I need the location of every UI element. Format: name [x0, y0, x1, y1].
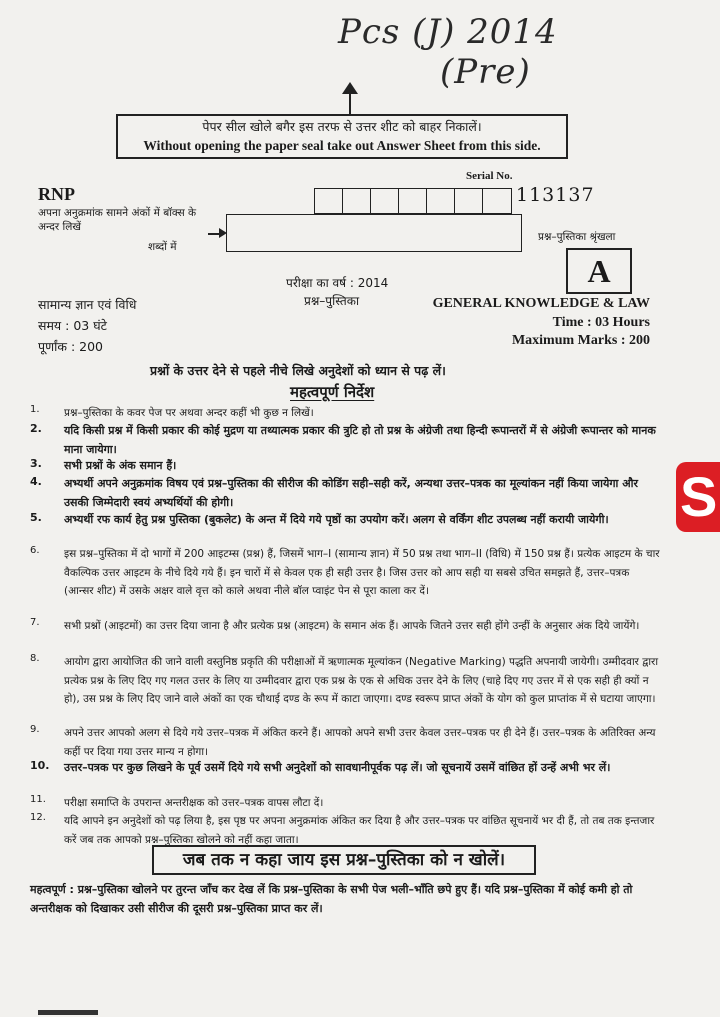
roll-digit-box[interactable] — [399, 189, 427, 213]
instruction-text: अभ्यर्थी अपने अनुक्रमांक विषय एवं प्रश्न–पुस्तिका की सीरीज की कोडिंग सही–सही करें, अन्यथा उत्तर–पत्रक का मूल्यांकन नहीं किया जायेगा और उसकी जिम्मेदारी स्वयं अभ्यर्थियों की होगी। — [64, 477, 638, 509]
instruction-text: अपने उत्तर आपको अलग से दिये गये उत्तर–पत्रक में अंकित करने हैं। आपको अपने सभी उत्तर केवल उत्तर–पत्रक पर ही देने हैं। उत्तर–पत्रक के अतिरिक्त अन्य कहीं पर दिया गया उत्तर मान्य न होगा। — [64, 727, 656, 758]
booklet-label: प्रश्न–पुस्तिका — [304, 294, 360, 308]
handwritten-note-line2: (Pre) — [440, 52, 531, 92]
instruction-number: 5. — [30, 511, 42, 524]
instruction-text: अभ्यर्थी रफ कार्य हेतु प्रश्न पुस्तिका (बुकलेट) के अन्त में दिये गये पृष्ठों का उपयोग करें। अलग से वर्किंग शीट उपलब्ध नहीं करायी जायेगी। — [64, 513, 609, 526]
instruction-number: 10. — [30, 759, 50, 772]
roll-digit-box[interactable] — [427, 189, 455, 213]
instruction-number: 6. — [30, 545, 40, 556]
instruction-number: 1. — [30, 404, 40, 415]
handwritten-note-line1: Pcs (J) 2014 — [338, 12, 558, 52]
exam-year: परीक्षा का वर्ष : 2014 — [286, 276, 389, 290]
instruction-item — [30, 794, 660, 813]
instruction-text: सभी प्रश्नों के अंक समान हैं। — [64, 459, 177, 472]
instruction-item — [30, 457, 660, 476]
instruction-item — [30, 812, 660, 849]
serial-label: Serial No. — [466, 170, 513, 182]
intro-text: प्रश्नों के उत्तर देने से पहले नीचे लिखे अनुदेशों को ध्यान से पढ़ लें। — [150, 363, 446, 378]
instruction-number: 7. — [30, 617, 40, 628]
instruction-number: 12. — [30, 812, 46, 823]
roll-digit-box[interactable] — [315, 189, 343, 213]
roll-in-words-box[interactable] — [226, 214, 522, 252]
instruction-item — [30, 475, 660, 512]
instruction-number: 2. — [30, 422, 42, 435]
up-arrow-line — [349, 92, 351, 114]
series-label: प्रश्न–पुस्तिका श्रृंखला — [538, 231, 616, 243]
in-words-label: शब्दों में — [148, 241, 177, 253]
instruction-item — [30, 422, 660, 459]
instruction-text: यदि आपने इन अनुदेशों को पढ़ लिया है, इस पृष्ठ पर अपना अनुक्रमांक अंकित कर दिया है और उत्तर–पत्रक पर वांछित सूचनायें भर दी हैं, तो तब तक इन्तजार करें जब तक आपको प्रश्न–पुस्तिका खोलने को नहीं कहा जाता। — [64, 815, 655, 846]
subject-hindi: सामान्य ज्ञान एवं विधि — [38, 297, 137, 312]
instruction-item — [30, 511, 660, 530]
side-mark: S — [676, 462, 720, 532]
instruction-text: परीक्षा समाप्ति के उपरान्त अन्तरीक्षक को उत्तर–पत्रक वापस लौटा दें। — [64, 797, 324, 809]
seal-notice-english: Without opening the paper seal take out Answer Sheet from this side. — [143, 138, 541, 153]
seal-notice-box — [116, 114, 568, 159]
important-note: महत्वपूर्ण : प्रश्न–पुस्तिका खोलने पर तुरन्त जाँच कर देख लें कि प्रश्न–पुस्तिका के सभी पेज भली–भाँति छपे हुए हैं। यदि प्रश्न–पुस्तिका में कोई कमी हो तो अन्तरीक्षक को दिखाकर उसी सीरीज की दूसरी प्रश्न–पुस्तिका प्राप्त कर लें। — [30, 883, 633, 915]
paper-code: RNP — [38, 184, 75, 204]
time-hindi: समय : 03 घंटे — [38, 318, 107, 333]
marks-english: Maximum Marks : 200 — [511, 333, 650, 348]
instruction-item — [30, 617, 660, 636]
instruction-text: यदि किसी प्रश्न में किसी प्रकार की कोई मुद्रण या तथ्यात्मक प्रकार की त्रुटि हो तो प्रश्न के अंग्रेजी तथा हिन्दी रूपान्तरों में से अंग्रेजी रूपान्तर को मानक माना जायेगा। — [64, 424, 656, 456]
instruction-number: 3. — [30, 457, 42, 470]
instruction-number: 4. — [30, 475, 42, 488]
roll-instruction: अपना अनुक्रमांक सामने अंकों में बॉक्स के अन्दर लिखें — [38, 207, 197, 233]
instruction-text: उत्तर–पत्रक पर कुछ लिखने के पूर्व उसमें दिये गये सभी अनुदेशों को सावधानीपूर्वक पढ़ लें। जो सूचनायें उसमें वांछित हों उन्हें अभी भर लें। — [64, 761, 611, 774]
instruction-item — [30, 724, 660, 761]
serial-number: 113137 — [516, 184, 595, 206]
instruction-text: सभी प्रश्नों (आइटमों) का उत्तर दिया जाना है और प्रत्येक प्रश्न (आइटम) के समान अंक हैं। आपके जितने उत्तर सही होंगे उन्हीं के अनुसार अंक दिये जायेंगे। — [64, 620, 640, 632]
instructions-title: महत्वपूर्ण निर्देश — [290, 383, 375, 401]
roll-digit-box[interactable] — [343, 189, 371, 213]
instruction-number: 9. — [30, 724, 40, 735]
instruction-item — [30, 653, 660, 709]
instruction-text: इस प्रश्न–पुस्तिका में दो भागों में 200 आइटम्स (प्रश्न) हैं, जिसमें भाग–I (सामान्य ज्ञान) में 50 प्रश्न तथा भाग–II (विधि) में 150 प्रश्न हैं। प्रत्येक आइटम के चार वैकल्पिक उत्तर आइटम के नीचे दिये गये हैं। इन चारों में से केवल एक ही सही उत्तर है। जिस उत्तर को आप सही या सबसे उचित समझते हैं, उत्तर–पत्रक (आन्सर शीट) में उसके अक्षर वाले वृत्त को काले अथवा नीले बॉल प्वाइंट पेन से पूरा काला कर दें। — [64, 548, 660, 597]
instruction-number: 11. — [30, 794, 46, 805]
roll-digit-box[interactable] — [371, 189, 399, 213]
instruction-item — [30, 404, 660, 423]
page-edge-mark — [38, 1010, 98, 1015]
instruction-item — [30, 545, 660, 601]
roll-number-grid[interactable] — [314, 188, 512, 214]
instruction-text: आयोग द्वारा आयोजित की जाने वाली वस्तुनिष्ठ प्रकृति की परीक्षाओं में ऋणात्मक मूल्यांकन (Negative Marking) पद्धति अपनायी जायेगी। उम्मीदवार द्वारा प्रत्येक प्रश्न के लिए दिए गए गलत उत्तर के लिए या उम्मीदवार द्वारा एक प्रश्न के एक से अधिक उत्तर देने के लिए (चाहे दिए गए उत्तर में से एक सही ही क्यों न हो), उस प्रश्न के लिए दिए जाने वाले अंकों का एक चौथाई दण्ड के रूप में काटा जाएगा। दण्ड स्वरूप प्राप्त अंकों के योग को कुल प्राप्तांक में से घटाया जाएगा। — [64, 656, 659, 705]
time-english: Time : 03 Hours — [552, 315, 650, 330]
roll-digit-box[interactable] — [455, 189, 483, 213]
subject-english: GENERAL KNOWLEDGE & LAW — [432, 296, 650, 311]
marks-hindi: पूर्णांक : 200 — [38, 339, 103, 354]
instruction-text: प्रश्न–पुस्तिका के कवर पेज पर अथवा अन्दर कहीं भी कुछ न लिखें। — [64, 407, 314, 419]
roll-digit-box[interactable] — [483, 189, 511, 213]
do-not-open-box: जब तक न कहा जाय इस प्रश्न–पुस्तिका को न खोलें। — [152, 845, 536, 875]
instruction-number: 8. — [30, 653, 40, 664]
series-value-box: A — [566, 248, 632, 294]
instruction-item — [30, 759, 660, 778]
seal-notice-hindi: पेपर सील खोले बगैर इस तरफ से उत्तर शीट को बाहर निकालें। — [202, 119, 482, 134]
